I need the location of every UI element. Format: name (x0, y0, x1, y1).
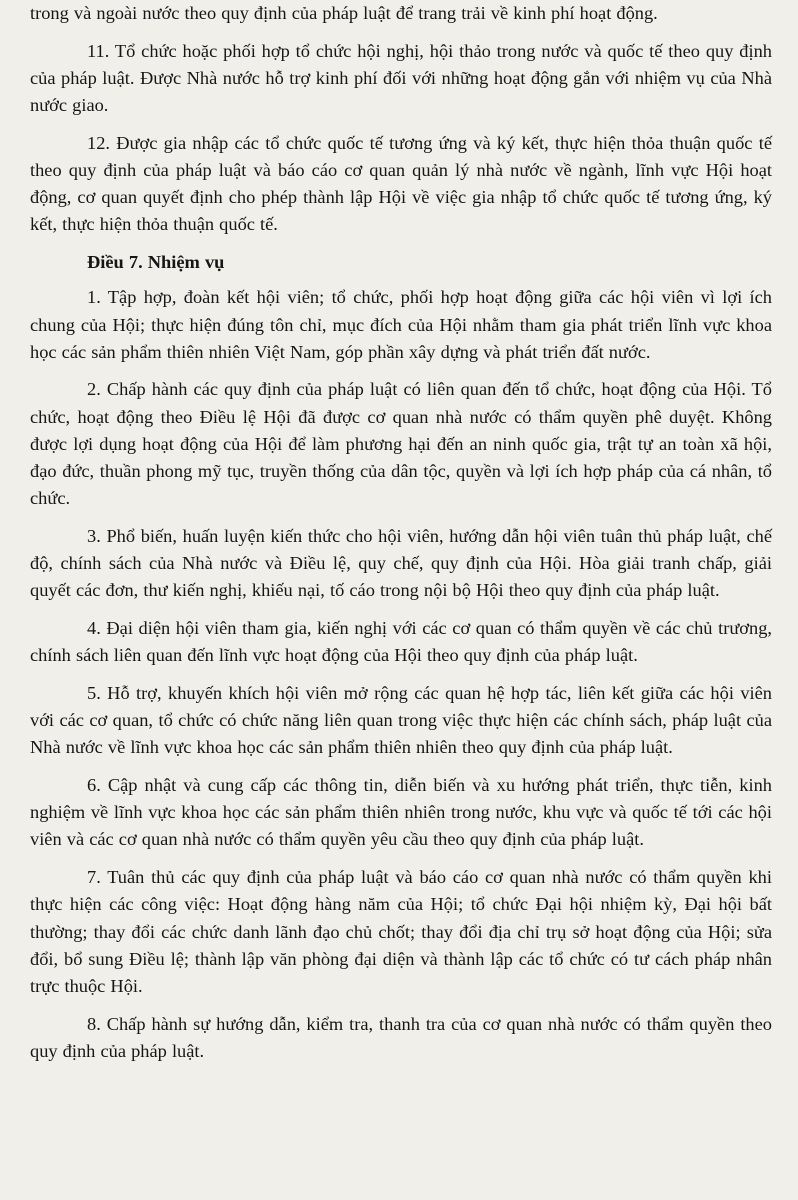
document-body (30, 0, 772, 1065)
article-heading: Điều 7. Nhiệm vụ (87, 252, 225, 273)
paragraph-duty-5: 5. Hỗ trợ, khuyến khích hội viên mở rộng các quan hệ hợp tác, liên kết giữa các hội viên với các cơ quan, tổ chức có chức năng liên quan trong việc thực hiện các chính sách, pháp luật của Nhà nước về lĩnh vực khoa học các sản phẩm thiên nhiên theo quy định của pháp luật. (30, 682, 772, 758)
paragraph-duty-1: 1. Tập hợp, đoàn kết hội viên; tổ chức, phối hợp hoạt động giữa các hội viên vì lợi ích chung của Hội; thực hiện đúng tôn chỉ, mục đích của Hội nhằm tham gia phát triển lĩnh vực khoa học các sản phẩm thiên nhiên Việt Nam, góp phần xây dựng và phát triển đất nước. (30, 287, 772, 362)
paragraph-duty-4: 4. Đại diện hội viên tham gia, kiến nghị với các cơ quan có thẩm quyền về các chủ trương, chính sách liên quan đến lĩnh vực hoạt động của Hội theo quy định của pháp luật. (30, 618, 772, 666)
paragraph-duty-6: 6. Cập nhật và cung cấp các thông tin, diễn biến và xu hướng phát triển, thực tiễn, kinh nghiệm về lĩnh vực khoa học các sản phẩm thiên nhiên trong nước, khu vực và quốc tế tới các hội viên và các cơ quan nhà nước có thẩm quyền yêu cầu theo quy định của pháp luật. (30, 775, 772, 850)
paragraph-duty-7: 7. Tuân thủ các quy định của pháp luật và báo cáo cơ quan nhà nước có thẩm quyền khi thực hiện các công việc: Hoạt động hàng năm của Hội; tổ chức Đại hội nhiệm kỳ, Đại hội bất thường; thay đổi các chức danh lãnh đạo chủ chốt; thay đổi địa chỉ trụ sở hoạt động của Hội; sửa đổi, bổ sung Điều lệ; thành lập văn phòng đại diện và thành lập các tổ chức có tư cách pháp nhân trực thuộc Hội. (30, 867, 772, 996)
paragraph-item-12: 12. Được gia nhập các tổ chức quốc tế tương ứng và ký kết, thực hiện thỏa thuận quốc tế theo quy định của pháp luật và báo cáo cơ quan quản lý nhà nước về ngành, lĩnh vực Hội hoạt động, cơ quan quyết định cho phép thành lập Hội về việc gia nhập tổ chức quốc tế tương ứng, ký kết, thực hiện thỏa thuận quốc tế. (30, 132, 772, 235)
paragraph-item-11: 11. Tổ chức hoặc phối hợp tổ chức hội nghị, hội thảo trong nước và quốc tế theo quy định của pháp luật. Được Nhà nước hỗ trợ kinh phí đối với những hoạt động gắn với nhiệm vụ của Nhà nước giao. (30, 40, 772, 116)
paragraph-duty-8: 8. Chấp hành sự hướng dẫn, kiểm tra, thanh tra của cơ quan nhà nước có thẩm quyền theo quy định của pháp luật. (30, 1013, 772, 1061)
paragraph-duty-2: 2. Chấp hành các quy định của pháp luật có liên quan đến tổ chức, hoạt động của Hội. Tổ chức, hoạt động theo Điều lệ Hội đã được cơ quan nhà nước có thẩm quyền phê duyệt. Không được lợi dụng hoạt động của Hội để làm phương hại đến an ninh quốc gia, trật tự an toàn xã hội, đạo đức, thuần phong mỹ tục, truyền thống của dân tộc, quyền và lợi ích hợp pháp của cá nhân, tổ chức. (30, 379, 772, 509)
paragraph-duty-3: 3. Phổ biến, huấn luyện kiến thức cho hội viên, hướng dẫn hội viên tuân thủ pháp luật, chế độ, chính sách của Nhà nước và Điều lệ, quy chế, quy định của Hội. Hòa giải tranh chấp, giải quyết các đơn, thư kiến nghị, khiếu nại, tố cáo trong nội bộ Hội theo quy định của pháp luật. (30, 525, 772, 601)
paragraph-continuation: trong và ngoài nước theo quy định của pháp luật để trang trải về kinh phí hoạt động. (30, 3, 658, 23)
